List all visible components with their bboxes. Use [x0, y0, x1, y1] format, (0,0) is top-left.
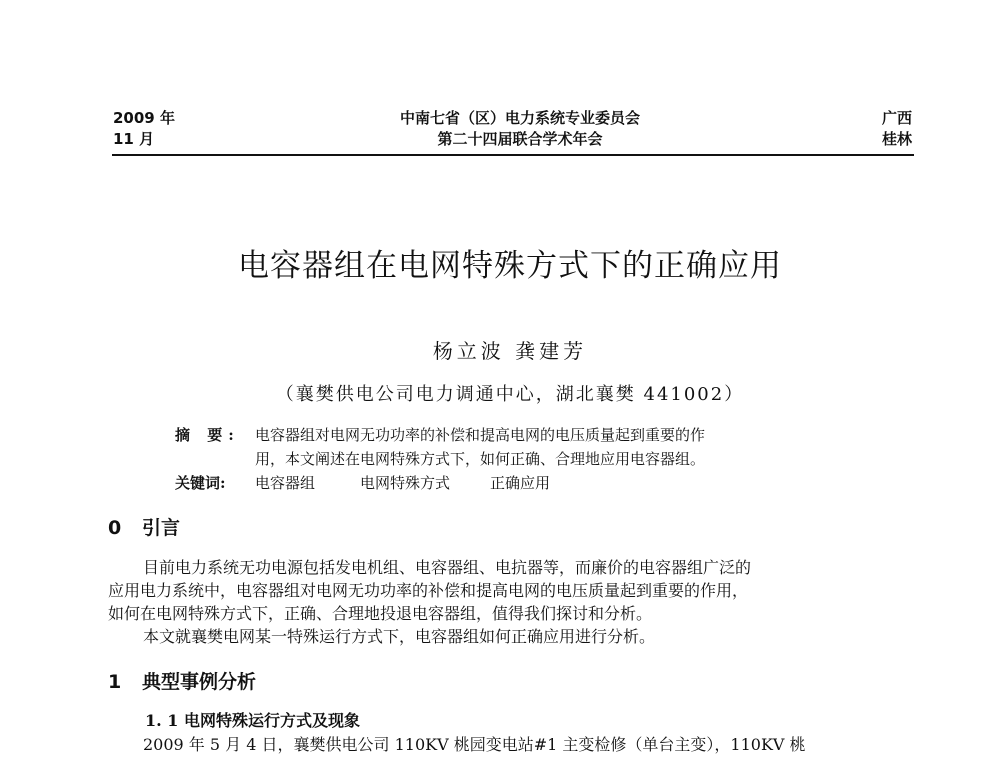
keywords-label: 关键词: [175, 474, 226, 492]
keyword: 电容器组 [255, 474, 316, 492]
body-line: 如何在电网特殊方式下，正确、合理地投退电容器组，值得我们探讨和分析。 [108, 604, 653, 623]
section-heading [108, 513, 180, 540]
abstract-line: 电容器组对电网无功功率的补偿和提高电网的电压质量起到重要的作 [255, 426, 706, 444]
paper-title: 电容器组在电网特殊方式下的正确应用 [238, 248, 782, 284]
section-heading [108, 667, 256, 694]
body-line: 应用电力系统中，电容器组对电网无功功率的补偿和提高电网的电压质量起到重要的作用， [108, 581, 749, 600]
header-city: 桂林 [881, 130, 912, 148]
section-title: 典型事例分析 [142, 671, 257, 693]
header-committee: 中南七省（区）电力系统专业委员会 [399, 109, 640, 127]
section-number: 1 [108, 671, 122, 693]
header-date [113, 108, 175, 150]
header-month: 11 月 [113, 130, 155, 148]
abstract-line: 用，本文阐述在电网特殊方式下，如何正确、合理地应用电容器组。 [255, 450, 706, 468]
header-year: 2009 年 [113, 109, 175, 127]
body-line: 2009 年 5 月 4 日，襄樊供电公司 110KV 桃园变电站#1 主变检修（单台主变），110KV 桃 [143, 735, 806, 754]
paper-affiliation: （襄樊供电公司电力调通中心，湖北襄樊 441002） [275, 384, 745, 405]
keyword: 电网特殊方式 [360, 474, 451, 492]
header-conference [300, 108, 740, 150]
section-title: 引言 [142, 517, 181, 539]
paper-authors: 杨立波 龚建芳 [432, 339, 588, 363]
body-line: 本文就襄樊电网某一特殊运行方式下，电容器组如何正确应用进行分析。 [143, 627, 656, 646]
body-line: 目前电力系统无功电源包括发电机组、电容器组、电抗器等，而廉价的电容器组广泛的 [143, 558, 752, 577]
abstract-label: 摘 要: [175, 426, 240, 444]
header-rule [112, 154, 914, 156]
header-location [860, 108, 912, 150]
header-province: 广西 [881, 109, 912, 127]
section-number: 0 [108, 517, 122, 539]
keyword: 正确应用 [490, 474, 551, 492]
subsection-heading: 1. 1 电网特殊运行方式及现象 [145, 711, 360, 730]
header-meeting: 第二十四届联合学术年会 [437, 130, 603, 148]
